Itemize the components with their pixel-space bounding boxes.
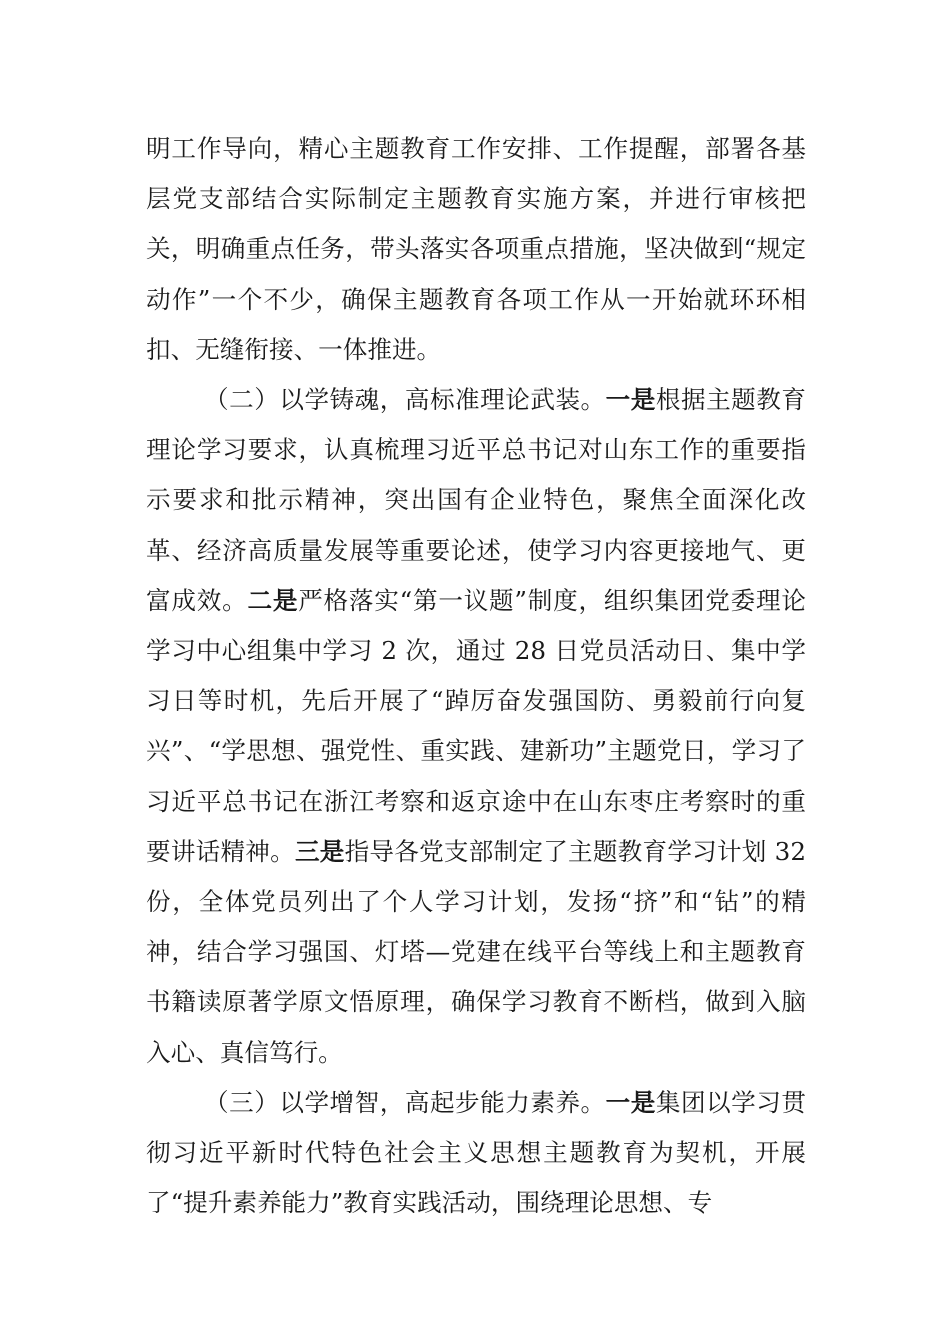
paragraph-text: 指导各党支部制定了主题教育学习计划 32 份，全体党员列出了个人学习计划，发扬“挤”和“钻”的精神，结合学习强国、灯塔—党建在线平台等线上和主题教育书籍读原著学原文悟原理，确保学习教育不断档，做到入脑入心、真信笃行。 [146, 836, 806, 1067]
paragraph-text: 严格落实“第一议题”制度，组织集团党委理论学习中心组集中学习 2 次，通过 28 日党员活动日、集中学习日等时机，先后开展了“踔厉奋发强国防、勇毅前行向复兴”、“学思想、强党性、重实践、建新功”主题党日，学习了习近平总书记在浙江考察和返京途中在山东枣庄考察时的重要讲话精神。 [146, 585, 806, 866]
paragraph-text: （三）以学增智，高起步能力素养。 [204, 1087, 606, 1117]
paragraph [146, 124, 806, 375]
bold-lead-text: 二是 [247, 585, 299, 615]
paragraph [146, 1078, 806, 1229]
paragraph-text: 明工作导向，精心主题教育工作安排、工作提醒，部署各基层党支部结合实际制定主题教育实施方案，并进行审核把关，明确重点任务，带头落实各项重点措施，坚决做到“规定动作”一个不少，确保主题教育各项工作从一开始就环环相扣、无缝衔接、一体推进。 [146, 134, 806, 364]
bold-lead-text: 一是 [605, 1087, 656, 1117]
bold-lead-text: 三是 [294, 836, 345, 866]
bold-lead-text: 一是 [605, 385, 656, 415]
paragraph-text: 根据主题教育理论学习要求，认真梳理习近平总书记对山东工作的重要指示要求和批示精神，突出国有企业特色，聚焦全面深化改革、经济高质量发展等重要论述，使学习内容更接地气、更富成效。 [146, 385, 806, 615]
paragraph-text: （二）以学铸魂，高标准理论武装。 [204, 385, 606, 415]
document-body [146, 124, 806, 1228]
paragraph-text: 集团以学习贯彻习近平新时代特色社会主义思想主题教育为契机，开展了“提升素养能力”教育实践活动，围绕理论思想、专 [146, 1087, 806, 1218]
paragraph [146, 375, 806, 1078]
